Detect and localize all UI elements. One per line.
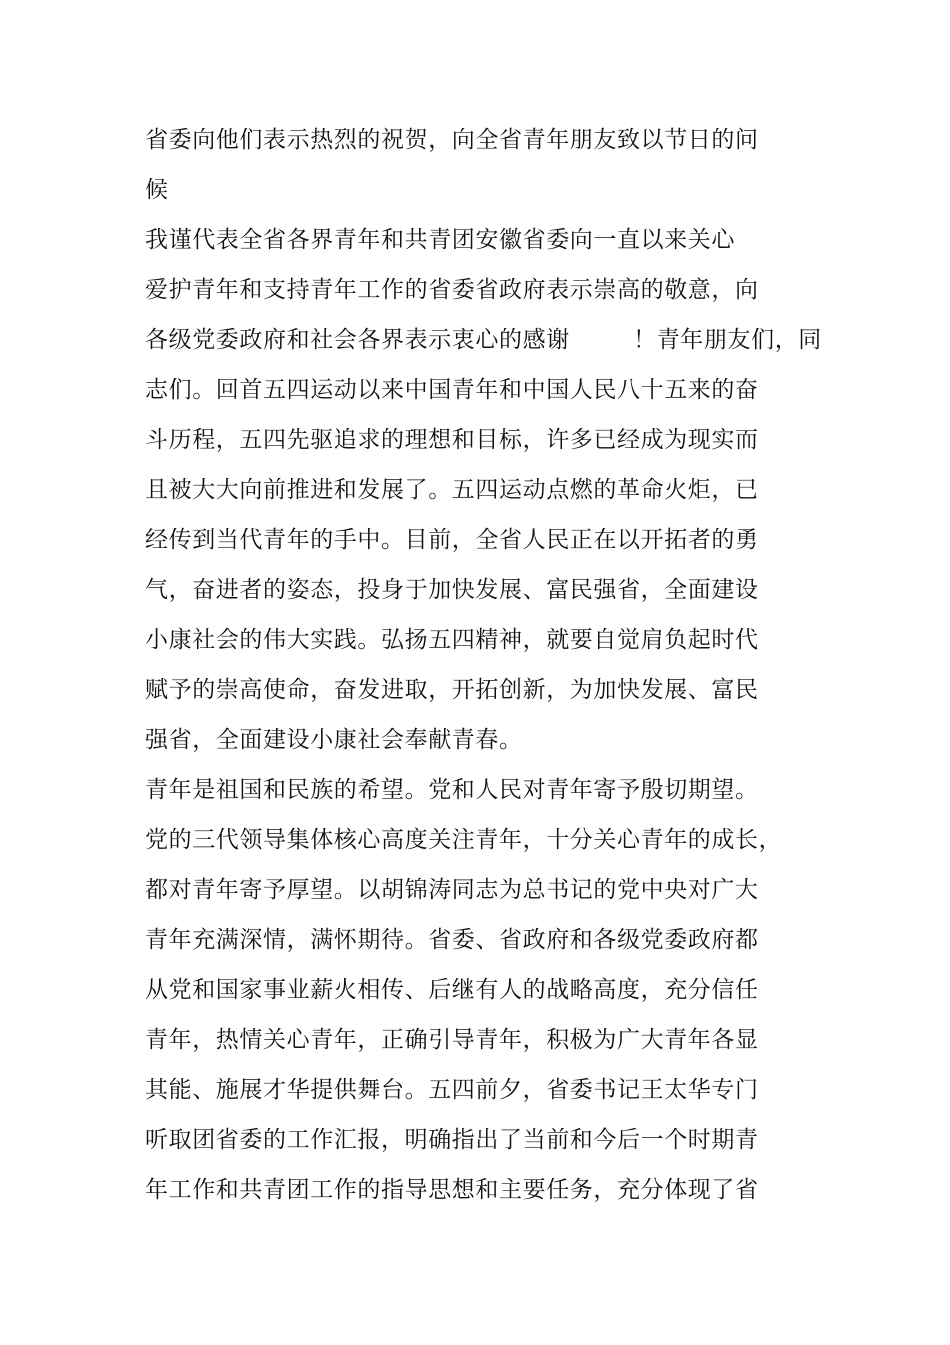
text-line: 爱护青年和支持青年工作的省委省政府表示崇高的敬意，向 <box>145 277 759 303</box>
text-line: 青年是祖国和民族的希望。党和人民对青年寄予殷切期望。 <box>145 777 759 803</box>
text-line: 省委向他们表示热烈的祝贺，向全省青年朋友致以节日的问 <box>145 127 759 153</box>
text-line: 其能、施展才华提供舞台。五四前夕，省委书记王太华专门 <box>145 1077 759 1103</box>
text-line: 党的三代领导集体核心高度关注青年，十分关心青年的成长， <box>145 827 783 853</box>
text-line: 小康社会的伟大实践。弘扬五四精神，就要自觉肩负起时代 <box>145 627 759 653</box>
text-line: 强省，全面建设小康社会奉献青春。 <box>145 727 523 753</box>
text-line: 且被大大向前推进和发展了。五四运动点燃的革命火炬，已 <box>145 477 759 503</box>
text-line: 气，奋进者的姿态，投身于加快发展、富民强省，全面建设 <box>145 577 759 603</box>
text-line: 青年充满深情，满怀期待。省委、省政府和各级党委政府都 <box>145 927 759 953</box>
text-line: 赋予的崇高使命，奋发进取，开拓创新，为加快发展、富民 <box>145 677 759 703</box>
text-line: 听取团省委的工作汇报，明确指出了当前和今后一个时期青 <box>145 1127 759 1153</box>
text-line: 各级党委政府和社会各界表示衷心的感谢 ！青年朋友们，同 <box>145 327 822 353</box>
text-line: 志们。回首五四运动以来中国青年和中国人民八十五来的奋 <box>145 377 759 403</box>
text-line: 都对青年寄予厚望。以胡锦涛同志为总书记的党中央对广大 <box>145 877 759 903</box>
text-line: 经传到当代青年的手中。目前，全省人民正在以开拓者的勇 <box>145 527 759 553</box>
text-line: 年工作和共青团工作的指导思想和主要任务，充分体现了省 <box>145 1177 759 1203</box>
text-line: 青年，热情关心青年，正确引导青年，积极为广大青年各显 <box>145 1027 759 1053</box>
text-line: 斗历程，五四先驱追求的理想和目标，许多已经成为现实而 <box>145 427 759 453</box>
text-line: 我谨代表全省各界青年和共青团安徽省委向一直以来关心 <box>145 227 735 253</box>
text-line: 从党和国家事业薪火相传、后继有人的战略高度，充分信任 <box>145 977 759 1003</box>
text-line: 候 <box>145 177 169 203</box>
